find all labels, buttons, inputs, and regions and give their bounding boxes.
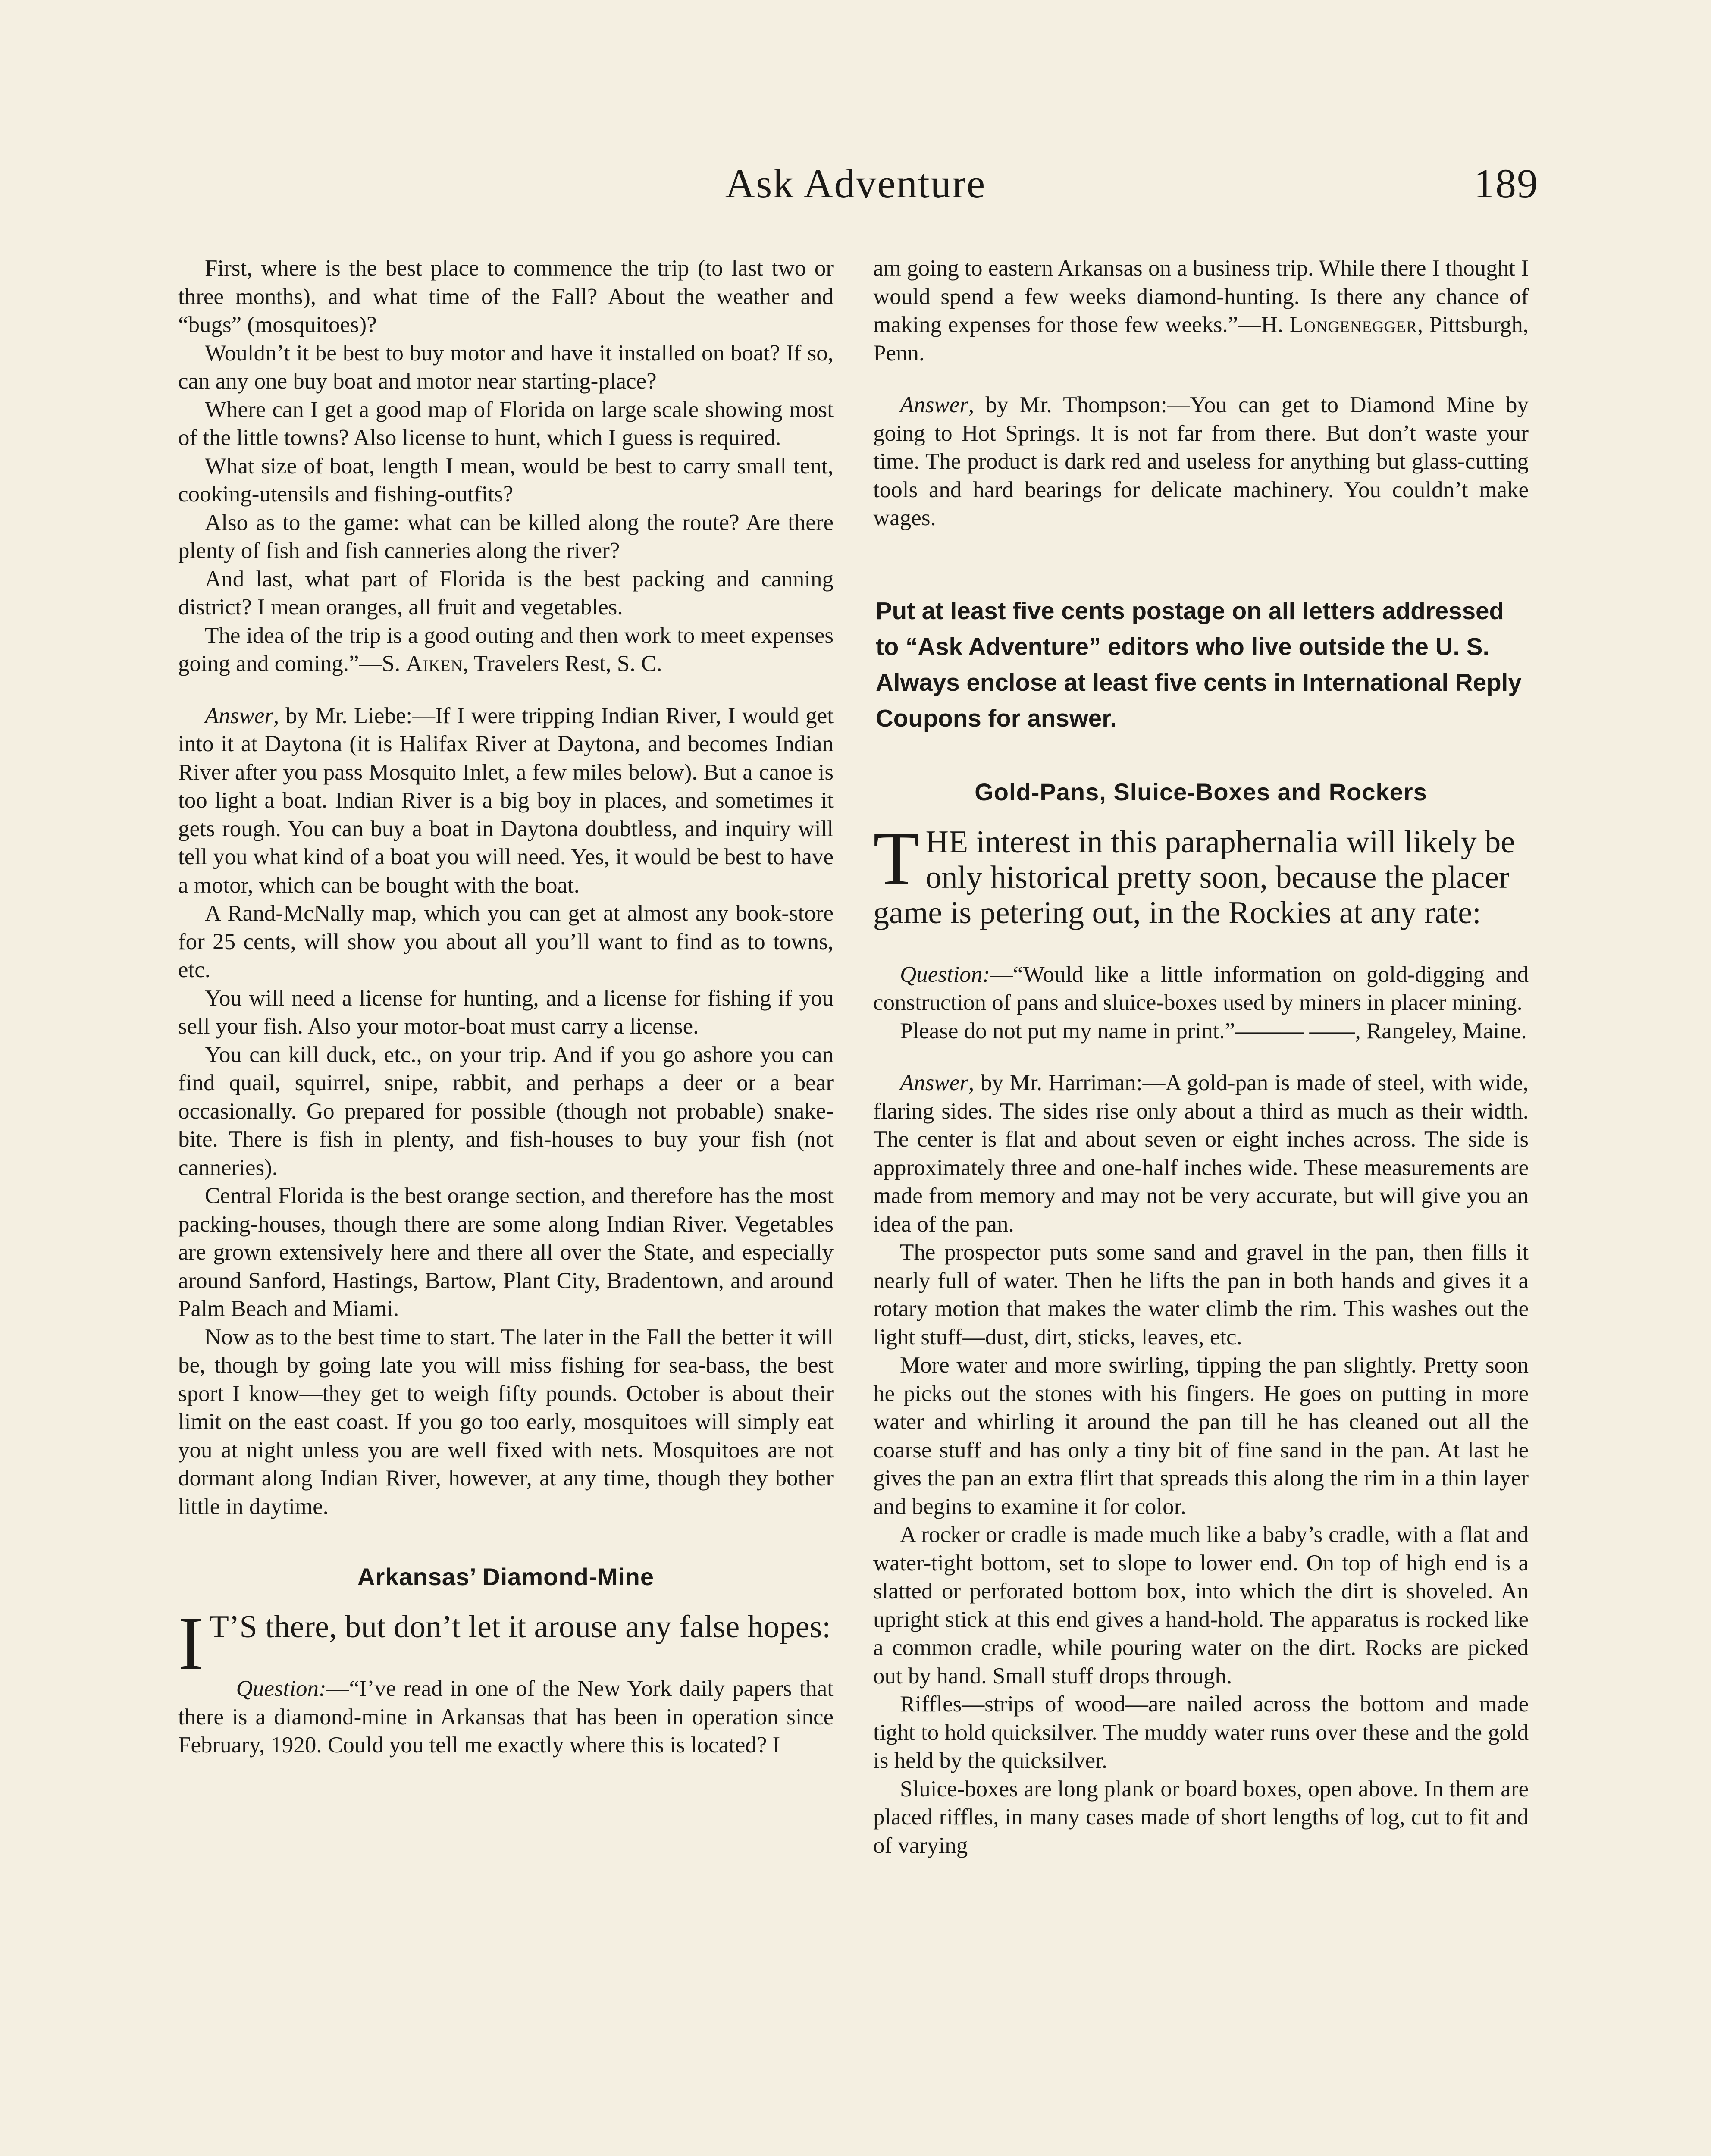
question-label: Question:	[236, 1676, 326, 1701]
question-author: Longenegger	[1289, 312, 1417, 337]
question-paragraph	[873, 961, 1529, 1017]
lead-paragraph	[873, 816, 1529, 931]
answer-paragraph: Central Florida is the best orange section, and therefore has the most packing-houses, though there are some along Indian River. Vegetables are grown extensively here and there all over the State, and especially around Sanford, Hastings, Bartow, Plant City, Bradentown, and around Palm Beach and Miami.	[178, 1183, 834, 1321]
question-paragraph: First, where is the best place to commence the trip (to last two or three months), and what time of the Fall? About the weather and “bugs” (mosquitoes)?	[178, 256, 834, 337]
answer-paragraph: You can kill duck, etc., on your trip. And if you go ashore you can find quail, squirrel, snipe, rabbit, and perhaps a deer or a bear occasionally. Go prepared for possible (though not probable) snake-bite. There is fish in plenty, and fish-houses to buy your fish (not canneries).	[178, 1042, 834, 1180]
drop-cap: T	[873, 816, 920, 901]
answer-paragraph: A rocker or cradle is made much like a baby’s cradle, with a flat and water-tight bottom, set to slope to lower end. On top of high end is a slatted or perforated bottom box, into which the dirt is shoveled. An upright stick at this end gives a hand-hold. The apparatus is rocked like a common cradle, while pouring water on the dirt. Rocks are picked out by hand. Small stuff drops through.	[873, 1522, 1529, 1689]
answer-text: , by Mr. Harriman:—A gold-pan is made of steel, with wide, flaring sides. The sides rise only about a third as much as their width. The center is flat and about seven or eight inches across. The side is approximately three and one-half inches wide. These measurements are made from memory and may not be very accurate, but will give you an idea of the pan.	[873, 1070, 1529, 1237]
left-column	[178, 254, 834, 1760]
drop-cap: I	[178, 1601, 204, 1686]
question-paragraph: Where can I get a good map of Florida on large scale showing most of the little towns? Also license to hunt, which I guess is required.	[178, 397, 834, 450]
lead-paragraph	[178, 1601, 834, 1686]
answer-paragraph: Now as to the best time to start. The later in the Fall the better it will be, though by going late you will miss fishing for sea-bass, the best sport I know—they get to weigh fifty pounds. October is about their limit on the east coast. If you go too early, mosquitoes will simply eat you at night unless you are well fixed with nets. Mosquitoes are not dormant along Indian River, however, at any time, though they bother little in daytime.	[178, 1324, 834, 1519]
answer-paragraph	[873, 391, 1529, 533]
page-number: 189	[1474, 160, 1539, 207]
answer-text: , by Mr. Liebe:—If I were tripping Indian River, I would get into it at Daytona (it is Halifax River at Daytona, and becomes Indian River after you pass Mosquito Inlet, a few miles below). But a canoe is too light a boat. Indian River is a big boy in places, and sometimes it gets rough. You can buy a boat in Daytona doubtless, and inquiry will tell you what kind of a boat you will need. Yes, it would be best to have a motor, which can be bought with the boat.	[178, 703, 834, 898]
question-closing-paragraph	[178, 622, 834, 678]
answer-paragraph: The prospector puts some sand and gravel in the pan, then fills it nearly full of water. Then he lifts the pan in both hands and gives it a rotary motion that makes the water climb the rim. This washes out the light stuff—dust, dirt, sticks, leaves, etc.	[873, 1240, 1529, 1350]
lead-text: T’S there, but don’t let it arouse any false hopes:	[209, 1609, 831, 1645]
question-text: —“Would like a little information on gold-digging and construction of pans and sluice-boxes used by miners in placer mining.	[873, 962, 1529, 1015]
question-place: , Pittsburgh, Penn.	[873, 312, 1529, 366]
answer-label: Answer	[900, 392, 968, 417]
question-paragraph	[178, 1675, 834, 1760]
answer-paragraph: You will need a license for hunting, and a license for fishing if you sell your fish. Also your motor-boat must carry a license.	[178, 985, 834, 1039]
answer-text: , by Mr. Thompson:—You can get to Diamond Mine by going to Hot Springs. It is not far from there. But don’t waste your time. The product is dark red and useless for anything but glass-cutting tools and hard bearings for delicate machinery. You couldn’t make wages.	[873, 392, 1529, 530]
lead-text: HE interest in this paraphernalia will likely be only historical pretty soon, because the placer game is petering out, in the Rockies at any rate:	[873, 824, 1515, 931]
question-paragraph: Please do not put my name in print.”——— ——, Rangeley, Maine.	[900, 1018, 1527, 1044]
question-paragraph: What size of boat, length I mean, would be best to carry small tent, cooking-utensils and fishing-outfits?	[178, 453, 834, 507]
answer-paragraph	[178, 702, 834, 900]
answer-paragraph: More water and more swirling, tipping the pan slightly. Pretty soon he picks out the stones with his fingers. He goes on putting in more water and whirling it around the pan till he has cleaned out all the coarse stuff and has only a tiny bit of fine sand in the pan. At last he gives the pan an extra flirt that spreads this along the rim in a thin layer and begins to examine it for color.	[873, 1353, 1529, 1519]
question-text: —“I’ve read in one of the New York daily papers that there is a diamond-mine in Arkansas that has been in operation since February, 1920. Could you tell me exactly where this is located? I	[178, 1676, 834, 1758]
answer-paragraph: Sluice-boxes are long plank or board boxes, open above. In them are placed riffles, in many cases made of short lengths of log, cut to fit and of varying	[873, 1776, 1529, 1858]
answer-paragraph	[873, 1069, 1529, 1238]
question-author: Aiken	[406, 651, 463, 676]
question-text: am going to eastern Arkansas on a business trip. While there I thought I would spend a few weeks diamond-hunting. Is there any chance of making expenses for those few weeks.”—H.	[873, 256, 1529, 337]
page-header-title: Ask Adventure	[725, 160, 986, 207]
answer-label: Answer	[205, 703, 273, 728]
question-place: , Travelers Rest, S. C.	[463, 651, 662, 676]
question-label: Question:	[900, 962, 990, 987]
question-paragraph: Wouldn’t it be best to buy motor and have it installed on boat? If so, can any one buy boat and motor near starting-place?	[178, 340, 834, 394]
question-closing-text: The idea of the trip is a good outing and then work to meet expenses going and coming.”—S.	[178, 623, 834, 676]
question-continuation	[873, 254, 1529, 367]
section-heading-gold-pans: Gold-Pans, Sluice-Boxes and Rockers	[975, 778, 1427, 805]
question-paragraph: And last, what part of Florida is the best packing and canning district? I mean oranges, all fruit and vegetables.	[178, 566, 834, 620]
answer-paragraph: A Rand-McNally map, which you can get at almost any book-store for 25 cents, will show you about all you’ll want to find as to towns, etc.	[178, 901, 834, 982]
right-column	[873, 254, 1529, 1860]
question-paragraph: Also as to the game: what can be killed along the route? Are there plenty of fish and fish canneries along the river?	[178, 510, 834, 563]
postage-notice: Put at least five cents postage on all letters addressed to “Ask Adventure” editors who live outside the U. S. Always enclose at least five cents in International Reply Coupons for answer.	[876, 597, 1522, 732]
section-heading-diamond-mine: Arkansas’ Diamond-Mine	[357, 1563, 654, 1590]
answer-paragraph: Riffles—strips of wood—are nailed across the bottom and made tight to hold quicksilver. The muddy water runs over these and the gold is held by the quicksilver.	[873, 1692, 1529, 1773]
answer-label: Answer	[900, 1070, 968, 1095]
